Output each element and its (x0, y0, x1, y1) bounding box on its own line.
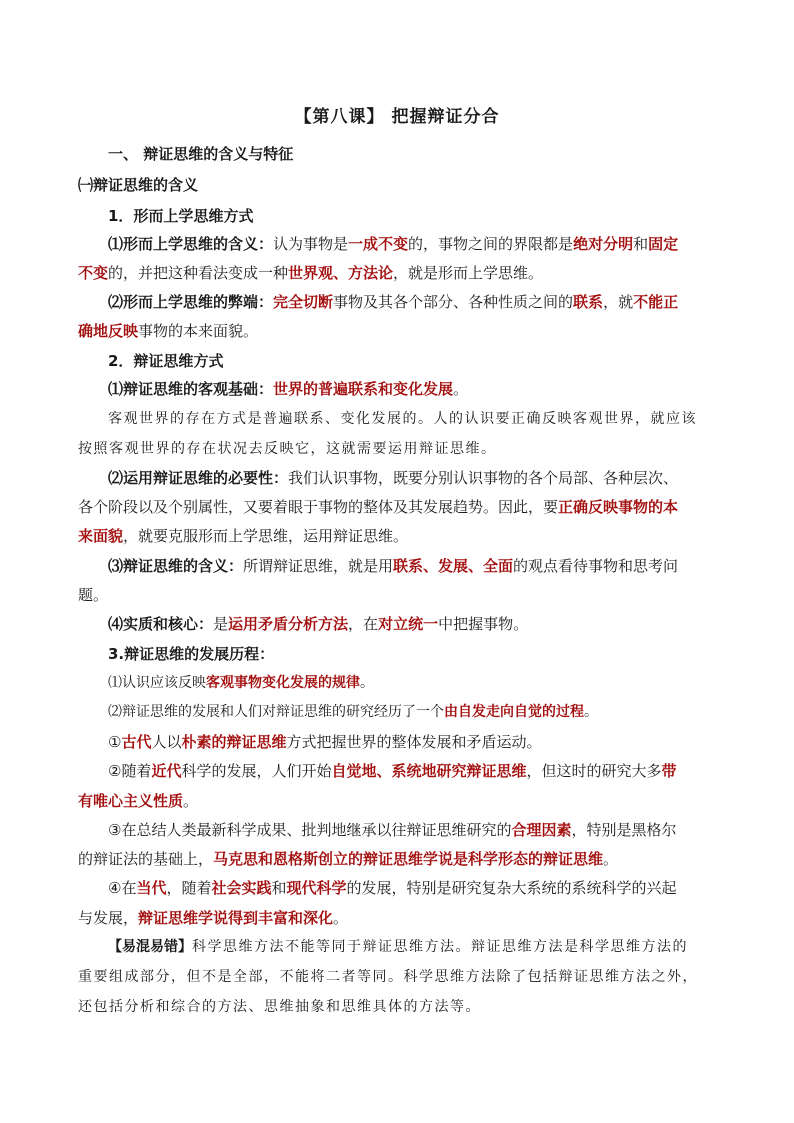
note-2-line-2: 重要组成部分，但不是全部，不能将二者等同。科学思维方法除了包括辩证思维方法之外， (78, 969, 698, 985)
note-1-line-1: 客观世界的存在方式是普遍联系、变化发展的。人的认识要正确反映客观世界，就应该 (108, 411, 697, 427)
note-2-line-3: 还包括分析和综合的方法、思维抽象和思维具体的方法等。 (78, 999, 481, 1015)
heading-2: 2．辩证思维方式 (108, 352, 224, 370)
paragraph-4: ⑵运用辩证思维的必要性：我们认识事物，既要分别认识事物的各个局部、各种层次、 (108, 469, 679, 487)
paragraph-3: ⑴辩证思维的客观基础：世界的普遍联系和变化发展。 (108, 380, 469, 398)
paragraph-12: ④在当代，随着社会实践和现代科学的发展，特别是研究复杂大系统的系统科学的兴起 (108, 879, 677, 897)
heading-3: 3.辩证思维的发展历程： (108, 645, 275, 663)
paragraph-1-cont: 不变的，并把这种看法变成一种世界观、方法论，就是形而上学思维。 (78, 264, 544, 282)
note-2-line-1: 【易混易错】科学思维方法不能等同于辩证思维方法。辩证思维方法是科学思维方法的 (108, 939, 688, 955)
paragraph-5-cont: 题。 (78, 586, 109, 604)
section-heading: 一、 辩证思维的含义与特征 (108, 145, 294, 163)
paragraph-12-cont: 与发展，辩证思维学说得到丰富和深化。 (78, 909, 349, 927)
heading-1: 1．形而上学思维方式 (108, 207, 254, 225)
paragraph-2-cont: 确地反映事物的本来面貌。 (78, 322, 259, 340)
paragraph-4-cont: 各个阶段以及个别属性，又要着眼于事物的整体及其发展趋势。因此，要正确反映事物的本 (78, 498, 679, 516)
paragraph-11-cont: 的辩证法的基础上，马克思和恩格斯创立的辩证思维学说是科学形态的辩证思维。 (78, 850, 619, 868)
page-title: 【第八课】 把握辩证分合 (294, 107, 500, 127)
paragraph-1: ⑴形而上学思维的含义：认为事物是一成不变的，事物之间的界限都是绝对分明和固定 (108, 235, 679, 253)
paragraph-7: ⑴认识应该反映客观事物变化发展的规律。 (108, 675, 374, 691)
paragraph-6: ⑷实质和核心：是运用矛盾分析方法，在对立统一中把握事物。 (108, 615, 529, 633)
paragraph-11: ③在总结人类最新科学成果、批判地继承以往辩证思维研究的合理因素，特别是黑格尔 (108, 821, 677, 839)
note-2-tag: 【易混易错】 (108, 939, 192, 955)
paragraph-10: ②随着近代科学的发展，人们开始自觉地、系统地研究辩证思维，但这时的研究大多带 (108, 762, 677, 780)
paragraph-2: ⑵形而上学思维的弊端：完全切断事物及其各个部分、各种性质之间的联系，就不能正 (108, 293, 679, 311)
paragraph-5: ⑶辩证思维的含义：所谓辩证思维，就是用联系、发展、全面的观点看待事物和思考问 (108, 557, 679, 575)
note-1-line-2: 按照客观世界的存在状况去反映它，这就需要运用辩证思维。 (78, 441, 497, 457)
paragraph-10-cont: 有唯心主义性质。 (78, 792, 199, 810)
subsection-heading: ㈠辩证思维的含义 (78, 176, 199, 194)
paragraph-8: ⑵辩证思维的发展和人们对辩证思维的研究经历了一个由自发走向自觉的过程。 (108, 704, 598, 720)
paragraph-4-cont2: 来面貌，就要克服形而上学思维，运用辩证思维。 (78, 527, 409, 545)
paragraph-9: ①古代人以朴素的辩证思维方式把握世界的整体发展和矛盾运动。 (108, 733, 542, 751)
